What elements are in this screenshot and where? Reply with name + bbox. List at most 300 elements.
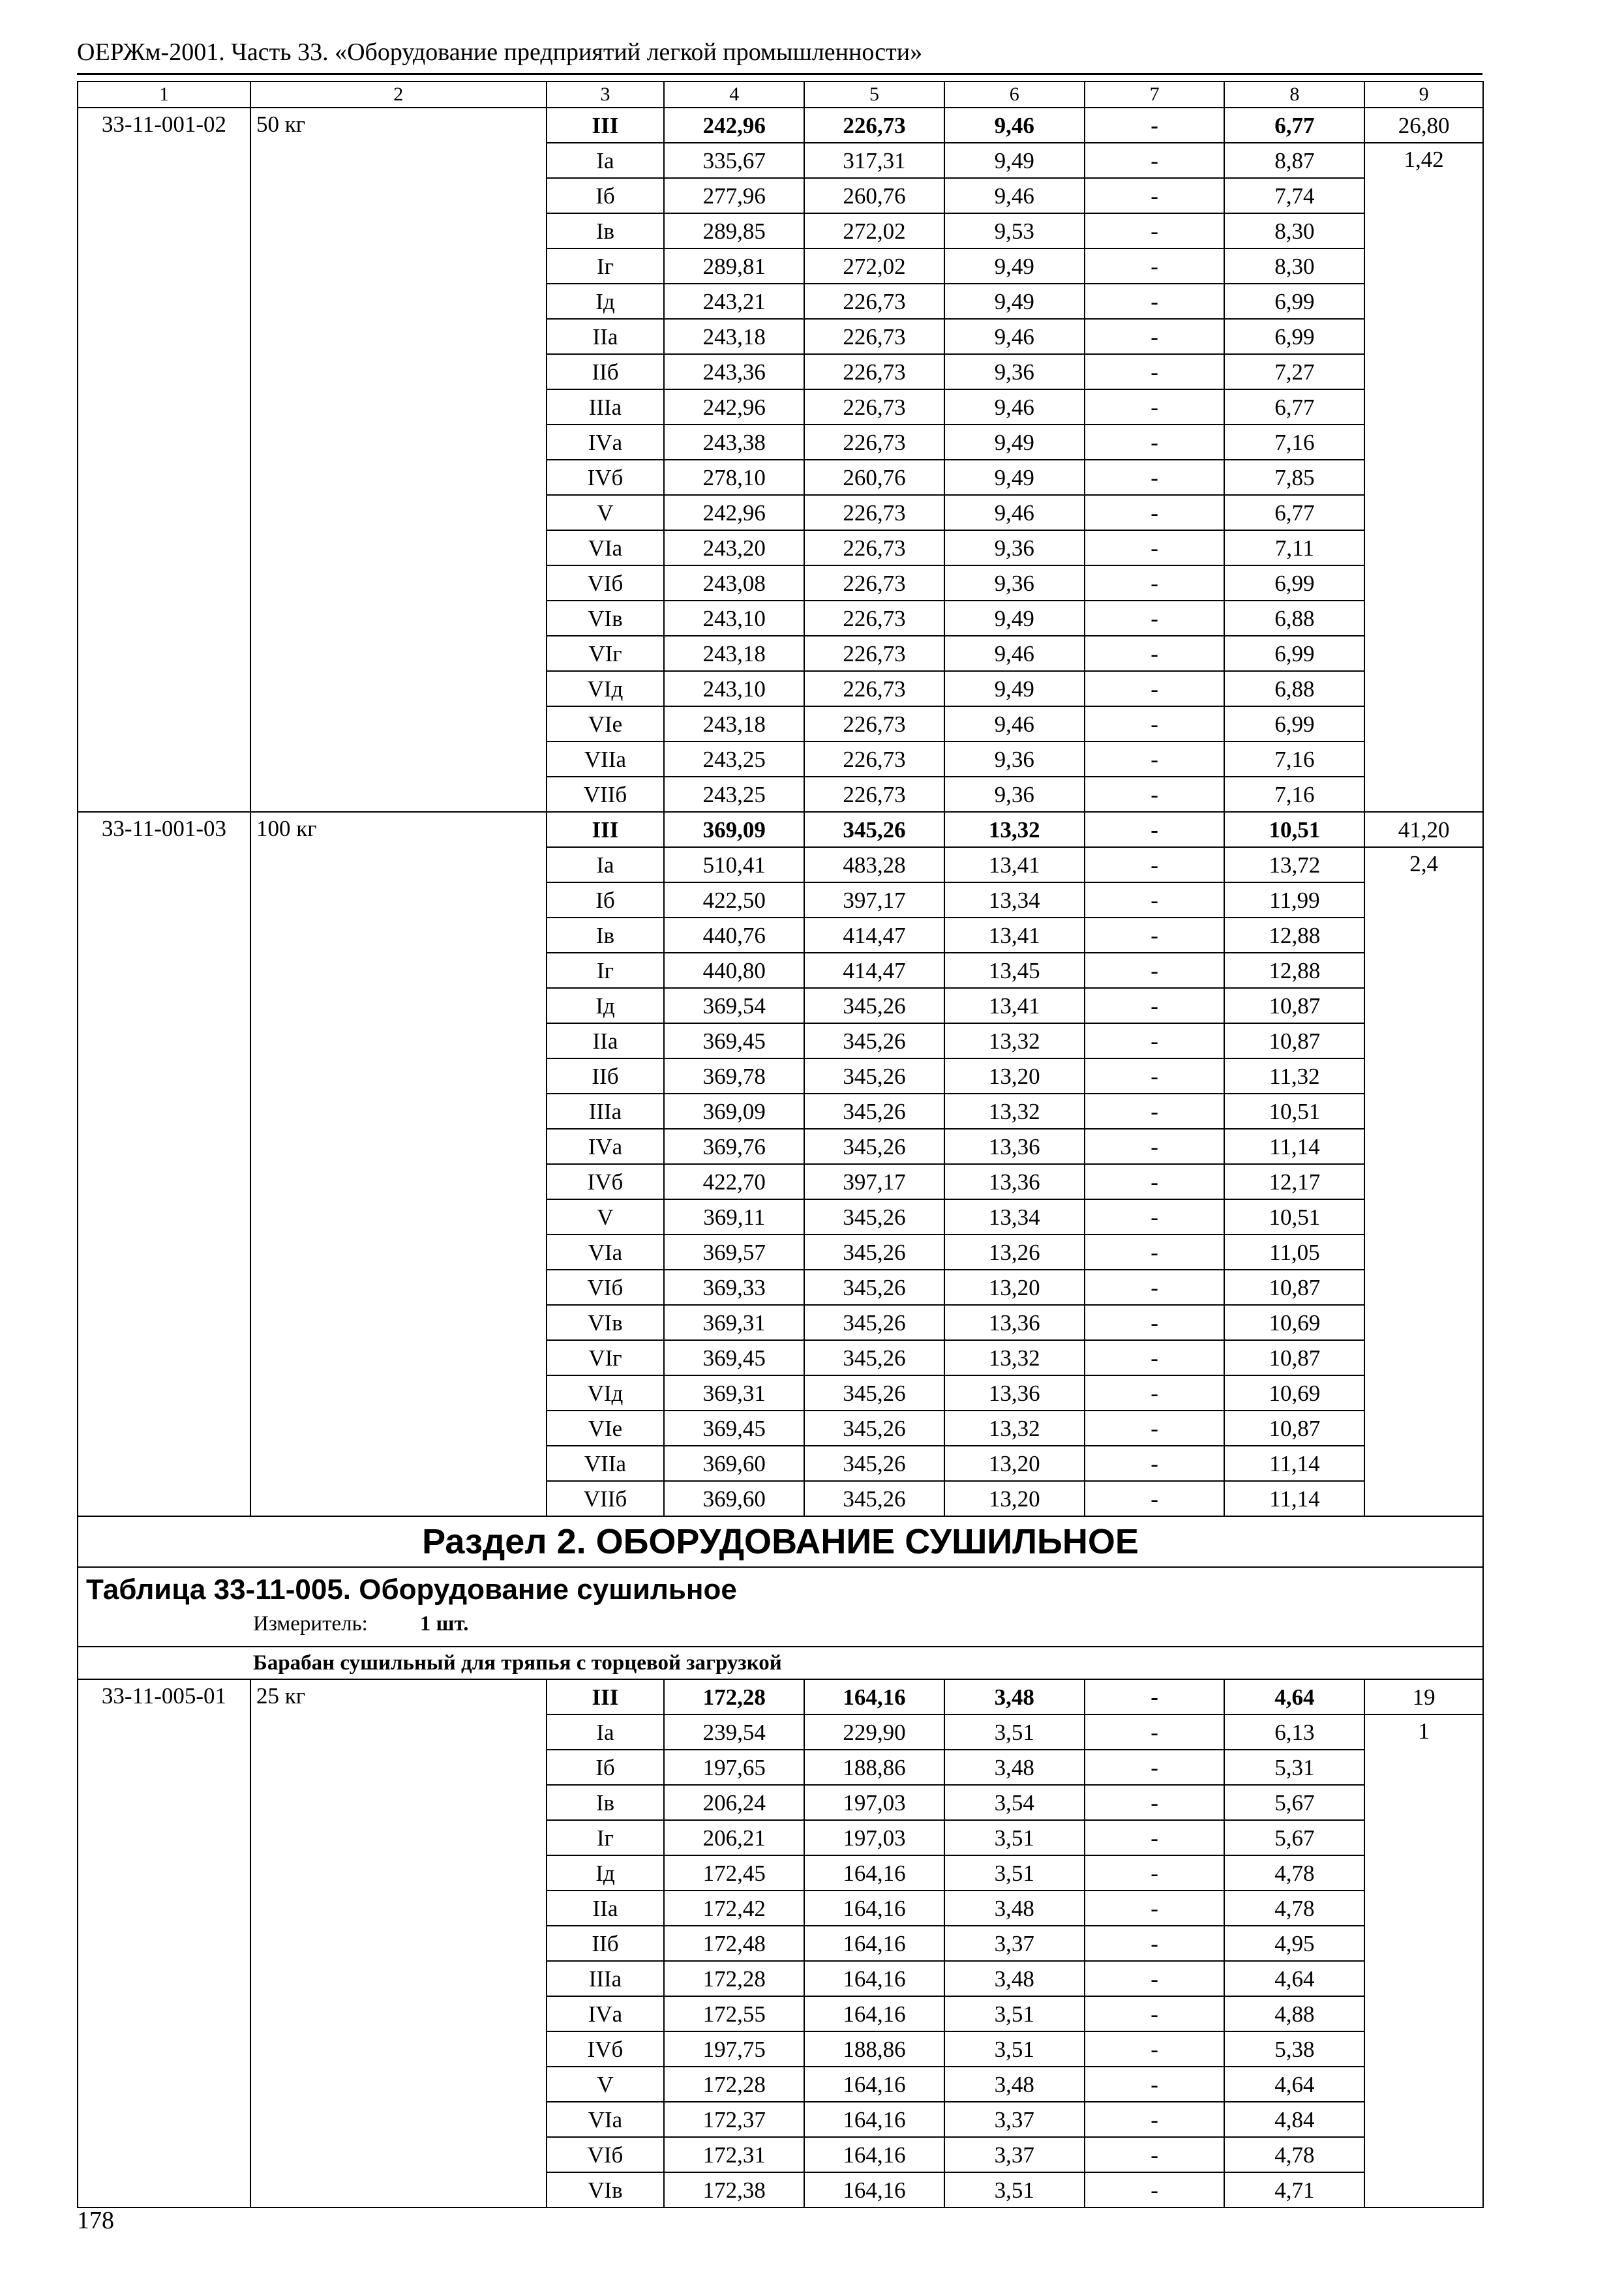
header-rule [77,73,1482,75]
value-cell: 13,36 [944,1305,1085,1340]
value-cell: - [1085,460,1225,495]
zone-cell: Iа [547,143,665,178]
value-cell: 226,73 [804,425,944,460]
value-cell: 260,76 [804,178,944,213]
value-cell: 164,16 [804,2067,944,2102]
value-cell: 11,99 [1224,882,1364,918]
zone-cell: VIб [547,565,665,601]
value-cell: 9,49 [944,671,1085,706]
value-cell: - [1085,213,1225,248]
value-cell: 277,96 [664,178,804,213]
resource-cell: 41,20 [1364,812,1483,847]
value-cell: 172,45 [664,1855,804,1891]
value-cell: 7,16 [1224,777,1364,812]
value-cell: 422,50 [664,882,804,918]
value-cell: 226,73 [804,565,944,601]
value-cell: 345,26 [804,1411,944,1446]
value-cell: 9,36 [944,565,1085,601]
value-cell: - [1085,1855,1225,1891]
zone-cell: VIIа [547,1446,665,1481]
value-cell: 414,47 [804,918,944,953]
value-cell: 226,73 [804,671,944,706]
zone-cell: VIв [547,601,665,636]
value-cell: - [1085,1164,1225,1199]
value-cell: - [1085,354,1225,389]
value-cell: 11,05 [1224,1234,1364,1270]
value-cell: 7,27 [1224,354,1364,389]
item-code: 33-11-005-01 [78,1679,250,2207]
value-cell: 13,32 [944,1340,1085,1375]
value-cell: 172,31 [664,2137,804,2172]
item-description: 25 кг [250,1679,547,2207]
value-cell: 10,69 [1224,1375,1364,1411]
value-cell: 6,77 [1224,108,1364,143]
zone-cell: VIIа [547,741,665,777]
value-cell: - [1085,1750,1225,1785]
value-cell: 9,46 [944,178,1085,213]
value-cell: - [1085,495,1225,530]
zone-cell: VIIб [547,777,665,812]
value-cell: 226,73 [804,319,944,354]
value-cell: 13,41 [944,847,1085,882]
measure-value: 1 шт. [419,1612,469,1636]
value-cell: 197,03 [804,1785,944,1820]
value-cell: 3,48 [944,1679,1085,1714]
value-cell: 369,54 [664,988,804,1023]
value-cell: 10,87 [1224,988,1364,1023]
zone-cell: IVа [547,425,665,460]
value-cell: 243,25 [664,741,804,777]
value-cell: 6,99 [1224,565,1364,601]
value-cell: - [1085,777,1225,812]
value-cell: 345,26 [804,1375,944,1411]
value-cell: 164,16 [804,1996,944,2031]
value-cell: 12,88 [1224,953,1364,988]
zone-cell: Iд [547,284,665,319]
value-cell: - [1085,1094,1225,1129]
item-code: 33-11-001-03 [78,812,250,1516]
value-cell: - [1085,988,1225,1023]
subgroup-row [78,1647,1483,1679]
value-cell: 9,49 [944,425,1085,460]
value-cell: 243,20 [664,530,804,565]
value-cell: - [1085,1714,1225,1750]
zone-cell: IIа [547,1891,665,1926]
value-cell: 6,99 [1224,284,1364,319]
value-cell: 226,73 [804,284,944,319]
zone-cell: Iг [547,953,665,988]
section-title-row [78,1516,1483,1567]
value-cell: - [1085,601,1225,636]
zone-cell: VIд [547,1375,665,1411]
value-cell: 9,36 [944,777,1085,812]
value-cell: 206,24 [664,1785,804,1820]
resource-cell: 1 [1364,1714,1483,2207]
resource-cell: 2,4 [1364,847,1483,1516]
zone-cell: IIIа [547,389,665,425]
zone-cell: IIа [547,319,665,354]
value-cell: 369,31 [664,1305,804,1340]
zone-cell: IIа [547,1023,665,1058]
value-cell: 3,48 [944,1750,1085,1785]
value-cell: 369,45 [664,1411,804,1446]
value-cell: 3,37 [944,1926,1085,1961]
value-cell: 172,37 [664,2102,804,2137]
value-cell: - [1085,812,1225,847]
zone-cell: Iд [547,1855,665,1891]
zone-cell: III [547,108,665,143]
value-cell: 243,21 [664,284,804,319]
value-cell: 510,41 [664,847,804,882]
value-cell: 345,26 [804,1058,944,1094]
value-cell: 3,51 [944,1855,1085,1891]
value-cell: 3,51 [944,1714,1085,1750]
value-cell: 440,76 [664,918,804,953]
zone-cell: V [547,495,665,530]
value-cell: 422,70 [664,1164,804,1199]
value-cell: 164,16 [804,2102,944,2137]
value-cell: 5,38 [1224,2031,1364,2067]
value-cell: 4,88 [1224,1996,1364,2031]
page-number: 178 [77,2207,114,2234]
value-cell: 6,77 [1224,495,1364,530]
value-cell: 4,64 [1224,1961,1364,1996]
zone-cell: IIIа [547,1094,665,1129]
value-cell: 345,26 [804,1270,944,1305]
zone-cell: Iд [547,988,665,1023]
value-cell: - [1085,2172,1225,2207]
value-cell: 345,26 [804,1305,944,1340]
zone-cell: V [547,2067,665,2102]
value-cell: 369,09 [664,812,804,847]
value-cell: 345,26 [804,1340,944,1375]
value-cell: 13,32 [944,812,1085,847]
value-cell: 3,51 [944,2172,1085,2207]
value-cell: - [1085,530,1225,565]
value-cell: 9,49 [944,460,1085,495]
value-cell: - [1085,1785,1225,1820]
value-cell: 243,36 [664,354,804,389]
value-cell: 369,78 [664,1058,804,1094]
zone-cell: Iа [547,847,665,882]
value-cell: - [1085,1891,1225,1926]
value-cell: 164,16 [804,1679,944,1714]
value-cell: 7,11 [1224,530,1364,565]
column-number: 7 [1085,82,1225,108]
value-cell: 397,17 [804,882,944,918]
zone-cell: VIIб [547,1481,665,1516]
value-cell: - [1085,1375,1225,1411]
value-cell: 13,20 [944,1058,1085,1094]
value-cell: 9,53 [944,213,1085,248]
value-cell: 369,31 [664,1375,804,1411]
zone-cell: Iг [547,248,665,284]
value-cell: 289,81 [664,248,804,284]
value-cell: 13,26 [944,1234,1085,1270]
page-header: ОЕРЖм-2001. Часть 33. «Оборудование предприятий легкой промышленности» [77,38,923,66]
value-cell: - [1085,1446,1225,1481]
value-cell: - [1085,741,1225,777]
resource-cell: 1,42 [1364,143,1483,812]
zone-cell: IVб [547,2031,665,2067]
value-cell: 226,73 [804,636,944,671]
value-cell: - [1085,847,1225,882]
value-cell: 172,48 [664,1926,804,1961]
value-cell: - [1085,1926,1225,1961]
value-cell: 226,73 [804,354,944,389]
value-cell: 414,47 [804,953,944,988]
value-cell: 345,26 [804,1446,944,1481]
value-cell: 164,16 [804,2137,944,2172]
value-cell: 369,57 [664,1234,804,1270]
item-description: 100 кг [250,812,547,1516]
zone-cell: Iг [547,1820,665,1855]
zone-cell: VIв [547,2172,665,2207]
zone-cell: Iб [547,1750,665,1785]
value-cell: - [1085,1270,1225,1305]
table-row [78,108,1483,143]
value-cell: 10,51 [1224,812,1364,847]
value-cell: 483,28 [804,847,944,882]
value-cell: 4,78 [1224,1891,1364,1926]
value-cell: 8,30 [1224,248,1364,284]
value-cell: 188,86 [804,2031,944,2067]
value-cell: 5,67 [1224,1785,1364,1820]
value-cell: - [1085,1058,1225,1094]
value-cell: - [1085,1129,1225,1164]
value-cell: 4,64 [1224,1679,1364,1714]
zone-cell: Iв [547,1785,665,1820]
value-cell: 6,99 [1224,319,1364,354]
value-cell: 6,99 [1224,636,1364,671]
value-cell: 13,20 [944,1270,1085,1305]
table-row [78,812,1483,847]
value-cell: 164,16 [804,1855,944,1891]
value-cell: 12,88 [1224,918,1364,953]
value-cell: 289,85 [664,213,804,248]
value-cell: 10,87 [1224,1340,1364,1375]
value-cell: 164,16 [804,1961,944,1996]
value-cell: 10,87 [1224,1023,1364,1058]
value-cell: 206,21 [664,1820,804,1855]
zone-cell: IVа [547,1996,665,2031]
value-cell: 172,28 [664,1961,804,1996]
value-cell: 6,77 [1224,389,1364,425]
value-cell: 397,17 [804,1164,944,1199]
value-cell: 3,51 [944,1996,1085,2031]
value-cell: 13,34 [944,882,1085,918]
value-cell: - [1085,1481,1225,1516]
value-cell: 345,26 [804,1481,944,1516]
value-cell: 13,45 [944,953,1085,988]
value-cell: 172,28 [664,2067,804,2102]
value-cell: 369,11 [664,1199,804,1234]
resource-cell: 19 [1364,1679,1483,1714]
value-cell: 164,16 [804,1926,944,1961]
value-cell: 369,60 [664,1446,804,1481]
value-cell: 242,96 [664,495,804,530]
column-number: 9 [1364,82,1483,108]
value-cell: 13,36 [944,1164,1085,1199]
value-cell: 243,38 [664,425,804,460]
value-cell: - [1085,1411,1225,1446]
value-cell: 13,34 [944,1199,1085,1234]
value-cell: - [1085,1305,1225,1340]
zone-cell: Iв [547,918,665,953]
value-cell: 13,32 [944,1023,1085,1058]
value-cell: 6,99 [1224,706,1364,741]
value-cell: 13,72 [1224,847,1364,882]
zone-cell: VIа [547,2102,665,2137]
value-cell: 3,48 [944,2067,1085,2102]
table-row [78,1679,1483,1714]
value-cell: - [1085,1996,1225,2031]
subgroup-title: Барабан сушильный для тряпья с торцевой загрузкой [78,1647,1483,1679]
value-cell: 369,45 [664,1023,804,1058]
value-cell: 335,67 [664,143,804,178]
value-cell: - [1085,565,1225,601]
value-cell: 345,26 [804,988,944,1023]
value-cell: - [1085,284,1225,319]
value-cell: 13,20 [944,1481,1085,1516]
section-title: Раздел 2. ОБОРУДОВАНИЕ СУШИЛЬНОЕ [78,1516,1483,1567]
value-cell: 6,88 [1224,671,1364,706]
value-cell: 10,51 [1224,1199,1364,1234]
value-cell: 8,30 [1224,213,1364,248]
value-cell: - [1085,1820,1225,1855]
zone-cell: Iб [547,178,665,213]
value-cell: 229,90 [804,1714,944,1750]
value-cell: 9,36 [944,354,1085,389]
value-cell: 226,73 [804,601,944,636]
column-number: 4 [664,82,804,108]
value-cell: 272,02 [804,213,944,248]
value-cell: 13,32 [944,1411,1085,1446]
zone-cell: IIб [547,1058,665,1094]
value-cell: 345,26 [804,1234,944,1270]
value-cell: 345,26 [804,1023,944,1058]
value-cell: 13,36 [944,1129,1085,1164]
value-cell: 226,73 [804,706,944,741]
zone-cell: IVб [547,1164,665,1199]
zone-cell: VIа [547,1234,665,1270]
value-cell: 226,73 [804,108,944,143]
value-cell: - [1085,636,1225,671]
value-cell: 172,55 [664,1996,804,2031]
table-part-2 [78,1679,1483,2207]
value-cell: 13,41 [944,988,1085,1023]
value-cell: 10,51 [1224,1094,1364,1129]
value-cell: 9,46 [944,495,1085,530]
zone-cell: VIв [547,1305,665,1340]
value-cell: - [1085,882,1225,918]
value-cell: 272,02 [804,248,944,284]
table-title: Таблица 33-11-005. Оборудование сушильное [86,1574,737,1606]
value-cell: 9,46 [944,389,1085,425]
value-cell: - [1085,671,1225,706]
value-cell: 10,87 [1224,1411,1364,1446]
value-cell: 9,46 [944,706,1085,741]
value-cell: 226,73 [804,495,944,530]
value-cell: 164,16 [804,1891,944,1926]
value-cell: 3,54 [944,1785,1085,1820]
value-cell: 260,76 [804,460,944,495]
zone-cell: III [547,812,665,847]
table-part-1 [78,82,1483,1516]
zone-cell: IIIа [547,1961,665,1996]
column-number: 6 [944,82,1085,108]
zone-cell: VIб [547,1270,665,1305]
value-cell: - [1085,1679,1225,1714]
value-cell: 9,36 [944,741,1085,777]
value-cell: 8,87 [1224,143,1364,178]
value-cell: 440,80 [664,953,804,988]
value-cell: 226,73 [804,530,944,565]
value-cell: 13,32 [944,1094,1085,1129]
section-block [78,1516,1483,1679]
zone-cell: VIд [547,671,665,706]
value-cell: 4,78 [1224,2137,1364,2172]
value-cell: 243,25 [664,777,804,812]
resource-cell: 26,80 [1364,108,1483,143]
item-code: 33-11-001-02 [78,108,250,812]
value-cell: - [1085,1340,1225,1375]
value-cell: - [1085,389,1225,425]
value-cell: 4,84 [1224,2102,1364,2137]
value-cell: 11,32 [1224,1058,1364,1094]
value-cell: 226,73 [804,389,944,425]
value-cell: 7,16 [1224,425,1364,460]
value-cell: 9,49 [944,248,1085,284]
value-cell: 4,64 [1224,2067,1364,2102]
price-table [77,81,1484,2208]
zone-cell: VIе [547,706,665,741]
value-cell: - [1085,2137,1225,2172]
value-cell: 11,14 [1224,1129,1364,1164]
value-cell: - [1085,953,1225,988]
value-cell: 197,03 [804,1820,944,1855]
value-cell: 3,37 [944,2102,1085,2137]
value-cell: 197,65 [664,1750,804,1785]
value-cell: 11,14 [1224,1446,1364,1481]
value-cell: - [1085,918,1225,953]
value-cell: 9,46 [944,636,1085,671]
value-cell: 9,49 [944,143,1085,178]
value-cell: 172,38 [664,2172,804,2207]
measure-label: Измеритель: [253,1612,368,1636]
value-cell: - [1085,178,1225,213]
value-cell: - [1085,1961,1225,1996]
value-cell: 3,37 [944,2137,1085,2172]
column-number: 1 [78,82,250,108]
zone-cell: IVб [547,460,665,495]
zone-cell: VIг [547,636,665,671]
zone-cell: IVа [547,1129,665,1164]
value-cell: 5,31 [1224,1750,1364,1785]
zone-cell: Iб [547,882,665,918]
value-cell: 13,41 [944,918,1085,953]
value-cell: 243,18 [664,706,804,741]
value-cell: 9,49 [944,601,1085,636]
value-cell: 242,96 [664,389,804,425]
zone-cell: IIб [547,354,665,389]
value-cell: 7,16 [1224,741,1364,777]
value-cell: 11,14 [1224,1481,1364,1516]
value-cell: 9,46 [944,319,1085,354]
column-number: 2 [250,82,547,108]
value-cell: 4,71 [1224,2172,1364,2207]
value-cell: - [1085,143,1225,178]
